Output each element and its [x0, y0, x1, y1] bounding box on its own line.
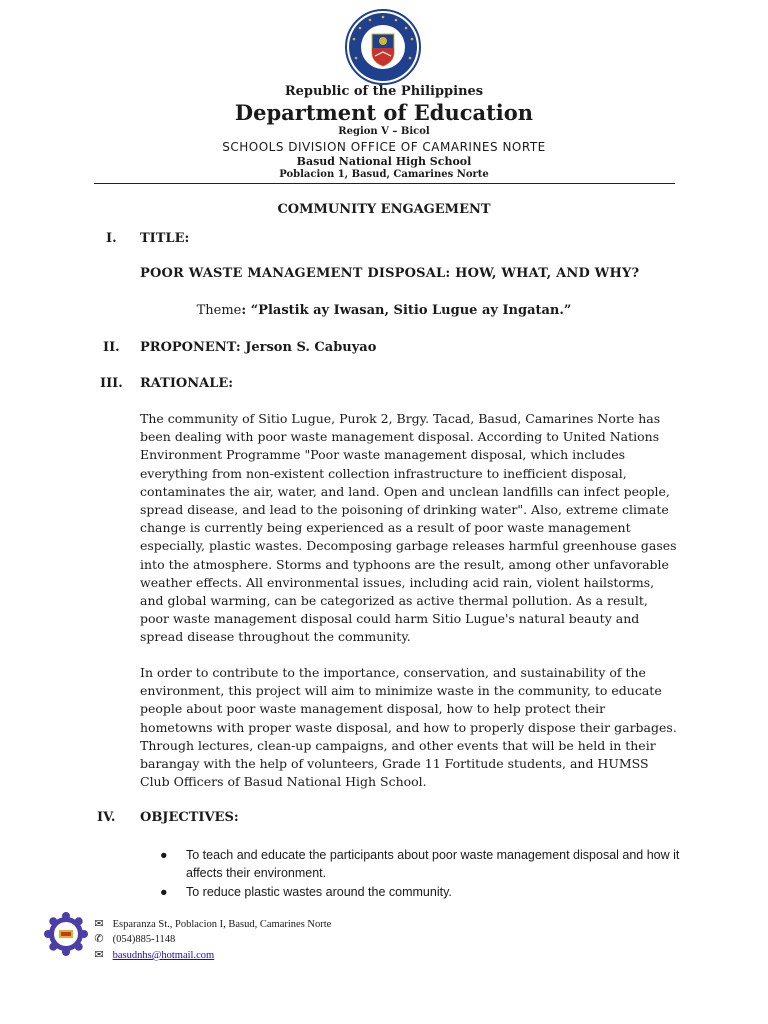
objective-text: To reduce plastic wastes around the community. [186, 885, 452, 899]
section-number-4: IV. [97, 810, 116, 825]
theme-value: : “Plastik ay Iwasan, Sitio Lugue ay Ingatan.” [241, 303, 572, 318]
department-heading: Department of Education [234, 100, 534, 125]
footer-phone [92, 932, 175, 945]
section-title-2: PROPONENT: Jerson S. Cabuyao [140, 340, 377, 355]
objectives-list [160, 847, 700, 904]
theme-label: Theme [196, 303, 242, 318]
school-logo [44, 912, 88, 956]
objective-text: To teach and educate the participants about poor waste management disposal and how it affects their environment. [186, 848, 680, 880]
footer-phone-text: (054)885-1148 [112, 934, 176, 945]
bullet-icon: ● [160, 885, 168, 899]
document-heading: COMMUNITY ENGAGEMENT [277, 202, 491, 217]
region-heading: Region V – Bicol [338, 126, 430, 137]
footer-address-text: Esparanza St., Poblacion I, Basud, Camarines Norte [112, 919, 332, 930]
list-item [160, 884, 700, 902]
rationale-paragraph-2: In order to contribute to the importance, conservation, and sustainability of the environment, this project will aim to minimize waste in the community, to educate people about poor waste management disposal, how to help protect their hometowns with proper waste disposal, and how to properly dispose their garbages. Through lectures, clean-up campaigns, and other events that will be held in their barangay with the help of volunteers, Grade 11 Fortitude students, and HUMSS Club Officers of Basud National High School. [140, 665, 677, 790]
section-title-4: OBJECTIVES: [140, 810, 239, 825]
email-link[interactable]: basudnhs@hotmail.com [112, 950, 215, 961]
header-divider [94, 183, 675, 184]
list-item [160, 847, 700, 882]
envelope-icon: ✉ [94, 918, 104, 930]
school-name: Basud National High School [296, 155, 472, 168]
section-number-3: III. [100, 376, 123, 391]
division-heading: SCHOOLS DIVISION OFFICE OF CAMARINES NORTE [222, 140, 546, 154]
section-number-2: II. [103, 340, 120, 355]
project-theme [0, 303, 768, 318]
project-title: POOR WASTE MANAGEMENT DISPOSAL: HOW, WHAT, AND WHY? [140, 266, 640, 281]
deped-seal-logo [344, 8, 422, 86]
section-number-1: I. [106, 231, 117, 246]
rationale-paragraph-1: The community of Sitio Lugue, Purok 2, Brgy. Tacad, Basud, Camarines Norte has been dealing with poor waste management disposal. According to United Nations Environment Programme "Poor waste management disposal, which includes everything from non-existent collection infrastructure to inefficient disposal, contaminates the air, water, and land. Open and unclean landfills can infect people, spread disease, and lead to the poisoning of drinking water". Also, extreme climate change is currently being experienced as a result of poor waste management especially, plastic wastes. Decomposing garbage releases harmful greenhouse gases into the atmosphere. Storms and typhoons are the result, among other unfavorable weather effects. All environmental issues, including acid rain, violent hailstorms, and global warming, can be categorized as active thermal pollution. As a result, poor waste management disposal could harm Sitio Lugue's natural beauty and spread disease throughout the community. [140, 411, 677, 645]
mail-icon: ✉ [94, 949, 104, 961]
republic-heading: Republic of the Philippines [284, 84, 484, 99]
section-title-1: TITLE: [140, 231, 190, 246]
phone-icon: ✆ [94, 933, 104, 945]
bullet-icon: ● [160, 848, 168, 862]
footer-email [92, 948, 214, 961]
school-address: Poblacion 1, Basud, Camarines Norte [279, 169, 489, 180]
footer-address [92, 917, 331, 930]
section-title-3: RATIONALE: [140, 376, 234, 391]
